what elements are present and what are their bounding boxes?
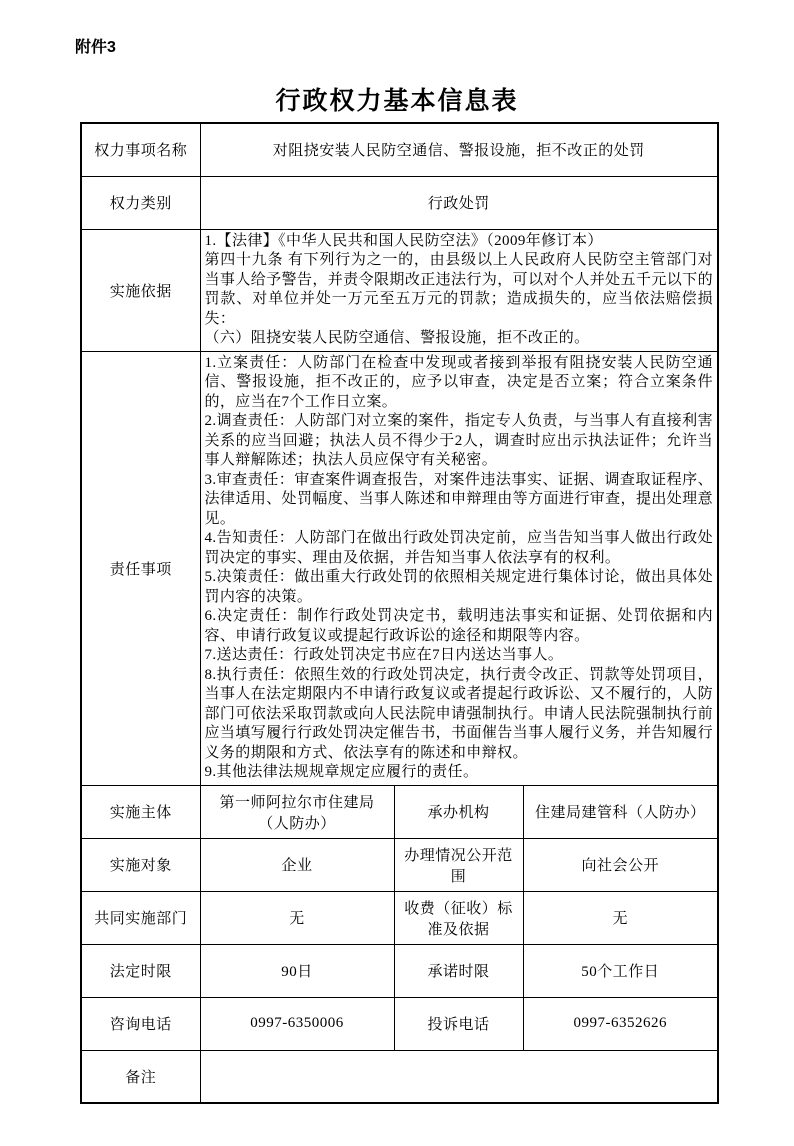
row-item-name xyxy=(81,123,718,176)
duty-item: 7.送达责任：行政处罚决定书应在7日内送达当事人。 xyxy=(204,647,564,663)
consult-phone-label: 咨询电话 xyxy=(81,997,200,1050)
legal-limit-label: 法定时限 xyxy=(81,944,200,997)
complaint-phone-label: 投诉电话 xyxy=(394,997,523,1050)
basis-line: 1.【法律】《中华人民共和国人民防空法》（2009年修订本） xyxy=(204,232,603,249)
duty-item: 5.决策责任：做出重大行政处罚的依照相关规定进行集体讨论，做出具体处罚内容的决策。 xyxy=(204,569,713,605)
duty-item: 4.告知责任：人防部门在做出行政处罚决定前，应当告知当事人做出行政处罚决定的事实、理由及依据，并告知当事人依法享有的权利。 xyxy=(204,530,713,566)
category-value: 行政处罚 xyxy=(200,176,718,229)
row-subject xyxy=(81,785,718,838)
remark-label: 备注 xyxy=(81,1050,200,1103)
row-phones xyxy=(81,997,718,1050)
target-value: 企业 xyxy=(200,838,394,891)
fee-value: 无 xyxy=(523,891,718,944)
attachment-label: 附件3 xyxy=(75,39,116,56)
info-table xyxy=(80,122,719,1104)
publicity-label: 办理情况公开范围 xyxy=(394,838,523,891)
promise-limit-label: 承诺时限 xyxy=(394,944,523,997)
legal-limit-value: 90日 xyxy=(200,944,394,997)
basis-label: 实施依据 xyxy=(81,229,200,351)
publicity-value: 向社会公开 xyxy=(523,838,718,891)
basis-line: （六）阻挠安装人民防空通信、警报设施，拒不改正的。 xyxy=(204,330,590,346)
subject-value: 第一师阿拉尔市住建局（人防办） xyxy=(200,785,394,838)
duty-item: 1.立案责任：人防部门在检查中发现或者接到举报有阻挠安装人民防空通信、警报设施，拒不改正的，应予以审查，决定是否立案；符合立案条件的，应当在7个工作日立案。 xyxy=(204,354,713,410)
joint-label: 共同实施部门 xyxy=(81,891,200,944)
row-time-limit xyxy=(81,944,718,997)
duty-item: 8.执行责任：依照生效的行政处罚决定，执行责令改正、罚款等处罚项目，当事人在法定期限内不申请行政复议或者提起行政诉讼、又不履行的，人防部门可依法采取罚款或向人民法院申请强制执行。申请人民法院强制执行前应当填写履行行政处罚决定催告书，书面催告当事人履行义务，并告知履行义务的期限和方式、依法享有的陈述和申辩权。 xyxy=(204,666,713,761)
duty-item: 2.调查责任：人防部门对立案的案件，指定专人负责，与当事人有直接利害关系的应当回避；执法人员不得少于2人，调查时应出示执法证件；允许当事人辩解陈述；执法人员应保守有关秘密。 xyxy=(204,413,713,468)
fee-label: 收费（征收）标准及依据 xyxy=(394,891,523,944)
duty-item: 3.审查责任：审查案件调查报告，对案件违法事实、证据、调查取证程序、法律适用、处罚幅度、当事人陈述和申辩理由等方面进行审查，提出处理意见。 xyxy=(204,471,713,527)
row-duty xyxy=(81,351,718,785)
duty-label: 责任事项 xyxy=(81,351,200,785)
promise-limit-value: 50个工作日 xyxy=(523,944,718,997)
row-joint xyxy=(81,891,718,944)
item-name-label: 权力事项名称 xyxy=(81,123,200,176)
page-title: 行政权力基本信息表 xyxy=(275,87,519,115)
target-label: 实施对象 xyxy=(81,838,200,891)
remark-value xyxy=(200,1050,718,1103)
subject-label: 实施主体 xyxy=(81,785,200,838)
duty-value xyxy=(200,351,718,785)
duty-item: 6.决定责任：制作行政处罚决定书，载明违法事实和证据、处罚依据和内容、申请行政复议或提起行政诉讼的途径和期限等内容。 xyxy=(204,608,713,644)
complaint-phone-value: 0997-6352626 xyxy=(523,997,718,1050)
row-basis xyxy=(81,229,718,351)
item-name-value: 对阻挠安装人民防空通信、警报设施，拒不改正的处罚 xyxy=(200,123,718,176)
basis-line: 第四十九条 有下列行为之一的，由县级以上人民政府人民防空主管部门对当事人给予警告，并责令限期改正违法行为，可以对个人并处五千元以下的罚款、对单位并处一万元至五万元的罚款；造成损失的，应当依法赔偿损失： xyxy=(204,252,713,327)
duty-item: 9.其他法律法规规章规定应履行的责任。 xyxy=(204,764,479,780)
row-target xyxy=(81,838,718,891)
basis-value xyxy=(200,229,718,351)
agency-label: 承办机构 xyxy=(394,785,523,838)
consult-phone-value: 0997-6350006 xyxy=(200,997,394,1050)
category-label: 权力类别 xyxy=(81,176,200,229)
joint-value: 无 xyxy=(200,891,394,944)
agency-value: 住建局建管科（人防办） xyxy=(523,785,718,838)
row-remark xyxy=(81,1050,718,1103)
row-category xyxy=(81,176,718,229)
